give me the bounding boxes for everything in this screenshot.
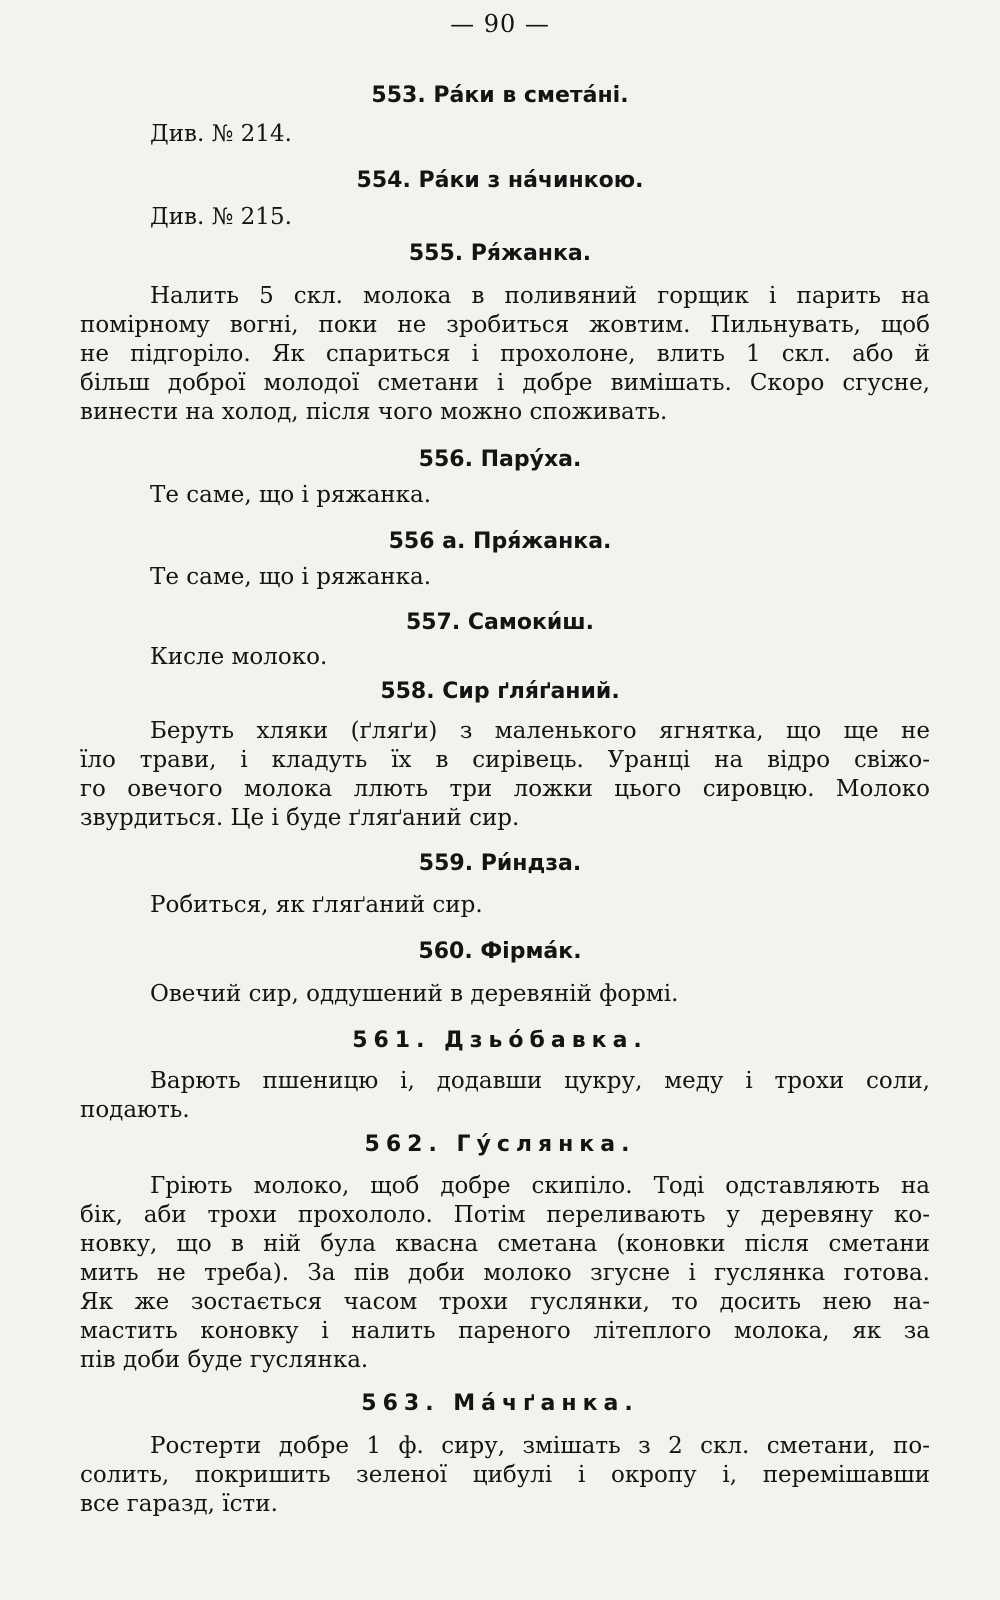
recipe-heading-561: 561. Дзьо́бавка. — [352, 1028, 648, 1053]
text-line: Те саме, що і ряжанка. — [150, 564, 432, 590]
recipe-heading-555: 555. Ря́жанка. — [408, 241, 592, 266]
text-line: пів доби буде гуслянка. — [80, 1347, 369, 1373]
text-line: мастить коновку і налить пареного літеплого молока, як за — [80, 1318, 930, 1344]
recipe-text-561 — [80, 1067, 930, 1125]
recipe-text-562 — [80, 1172, 930, 1375]
text-line: мить не треба). За пів доби молоко згусне і гуслянка готова. — [80, 1260, 930, 1286]
text-line: Налить 5 скл. молока в поливяний горщик і парить на — [150, 283, 930, 309]
recipe-text-556 — [150, 481, 930, 510]
text-line: Робиться, як ґляґаний сир. — [150, 892, 483, 918]
recipe-heading-560: 560. Фірма́к. — [418, 939, 582, 964]
text-line: Див. № 215. — [150, 204, 292, 230]
text-line: все гаразд, їсти. — [80, 1491, 278, 1517]
recipe-text-558 — [80, 717, 930, 833]
text-line: Те саме, що і ряжанка. — [150, 482, 432, 508]
recipe-text-553 — [150, 120, 930, 149]
recipe-heading-554: 554. Ра́ки з на́чинкою. — [356, 168, 644, 193]
text-line: Овечий сир, оддушений в деревяній формі. — [150, 981, 679, 1007]
recipe-heading-557: 557. Самоки́ш. — [405, 610, 595, 635]
recipe-text-557 — [150, 643, 930, 672]
text-line: не підгоріло. Як спариться і прохолоне, влить 1 скл. або й — [80, 341, 930, 367]
recipe-heading-562: 562. Гу́слянка. — [364, 1132, 636, 1157]
text-line: Варють пшеницю і, додавши цукру, меду і трохи соли, — [150, 1068, 930, 1094]
text-line: Беруть хляки (ґляґи) з маленького ягнятка, що ще не — [150, 718, 930, 744]
text-line: солить, покришить зеленої цибулі і окропу і, перемішавши — [80, 1462, 930, 1488]
recipe-heading-556: 556. Пару́ха. — [418, 447, 582, 472]
text-line: звурдиться. Це і буде ґляґаний сир. — [80, 805, 520, 831]
text-line: Як же зостається часом трохи гуслянки, то досить нею на- — [80, 1289, 930, 1315]
text-line: Ростерти добре 1 ф. сиру, змішать з 2 скл. сметани, по- — [150, 1433, 930, 1459]
recipe-heading-553: 553. Ра́ки в смета́ні. — [371, 83, 629, 108]
text-line: Кисле молоко. — [150, 644, 328, 670]
text-line: бік, аби трохи прохололо. Потім переливають у деревяну ко- — [80, 1202, 930, 1228]
text-line: Гріють молоко, щоб добре скипіло. Тоді одставляють на — [150, 1173, 930, 1199]
recipe-text-554 — [150, 203, 930, 232]
recipe-heading-556a: 556 а. Пря́жанка. — [388, 529, 612, 554]
recipe-heading-559: 559. Ри́ндза. — [418, 851, 582, 876]
page-number: — 90 — — [450, 10, 550, 38]
text-line: більш доброї молодої сметани і добре вимішать. Скоро сгусне, — [80, 370, 930, 396]
text-line: подають. — [80, 1097, 190, 1123]
recipe-text-559 — [150, 891, 930, 920]
text-line: го овечого молока ллють три ложки цього сировцю. Молоко — [80, 776, 930, 802]
recipe-text-555 — [80, 282, 930, 427]
recipe-text-563 — [80, 1432, 930, 1519]
recipe-heading-563: 563. Ма́чґанка. — [361, 1391, 639, 1416]
text-line: новку, що в ній була квасна сметана (коновки після сметани — [80, 1231, 930, 1257]
text-line: помірному вогні, поки не зробиться жовтим. Пильнувать, щоб — [80, 312, 930, 338]
text-line: винести на холод, після чого можно споживать. — [80, 399, 668, 425]
recipe-text-560 — [150, 980, 930, 1009]
text-line: Див. № 214. — [150, 121, 292, 147]
recipe-heading-558: 558. Сир ґля́ґаний. — [380, 679, 620, 704]
text-line: їло трави, і кладуть їх в сирівець. Уранці на відро свіжо- — [80, 747, 930, 773]
recipe-text-556a — [150, 563, 930, 592]
